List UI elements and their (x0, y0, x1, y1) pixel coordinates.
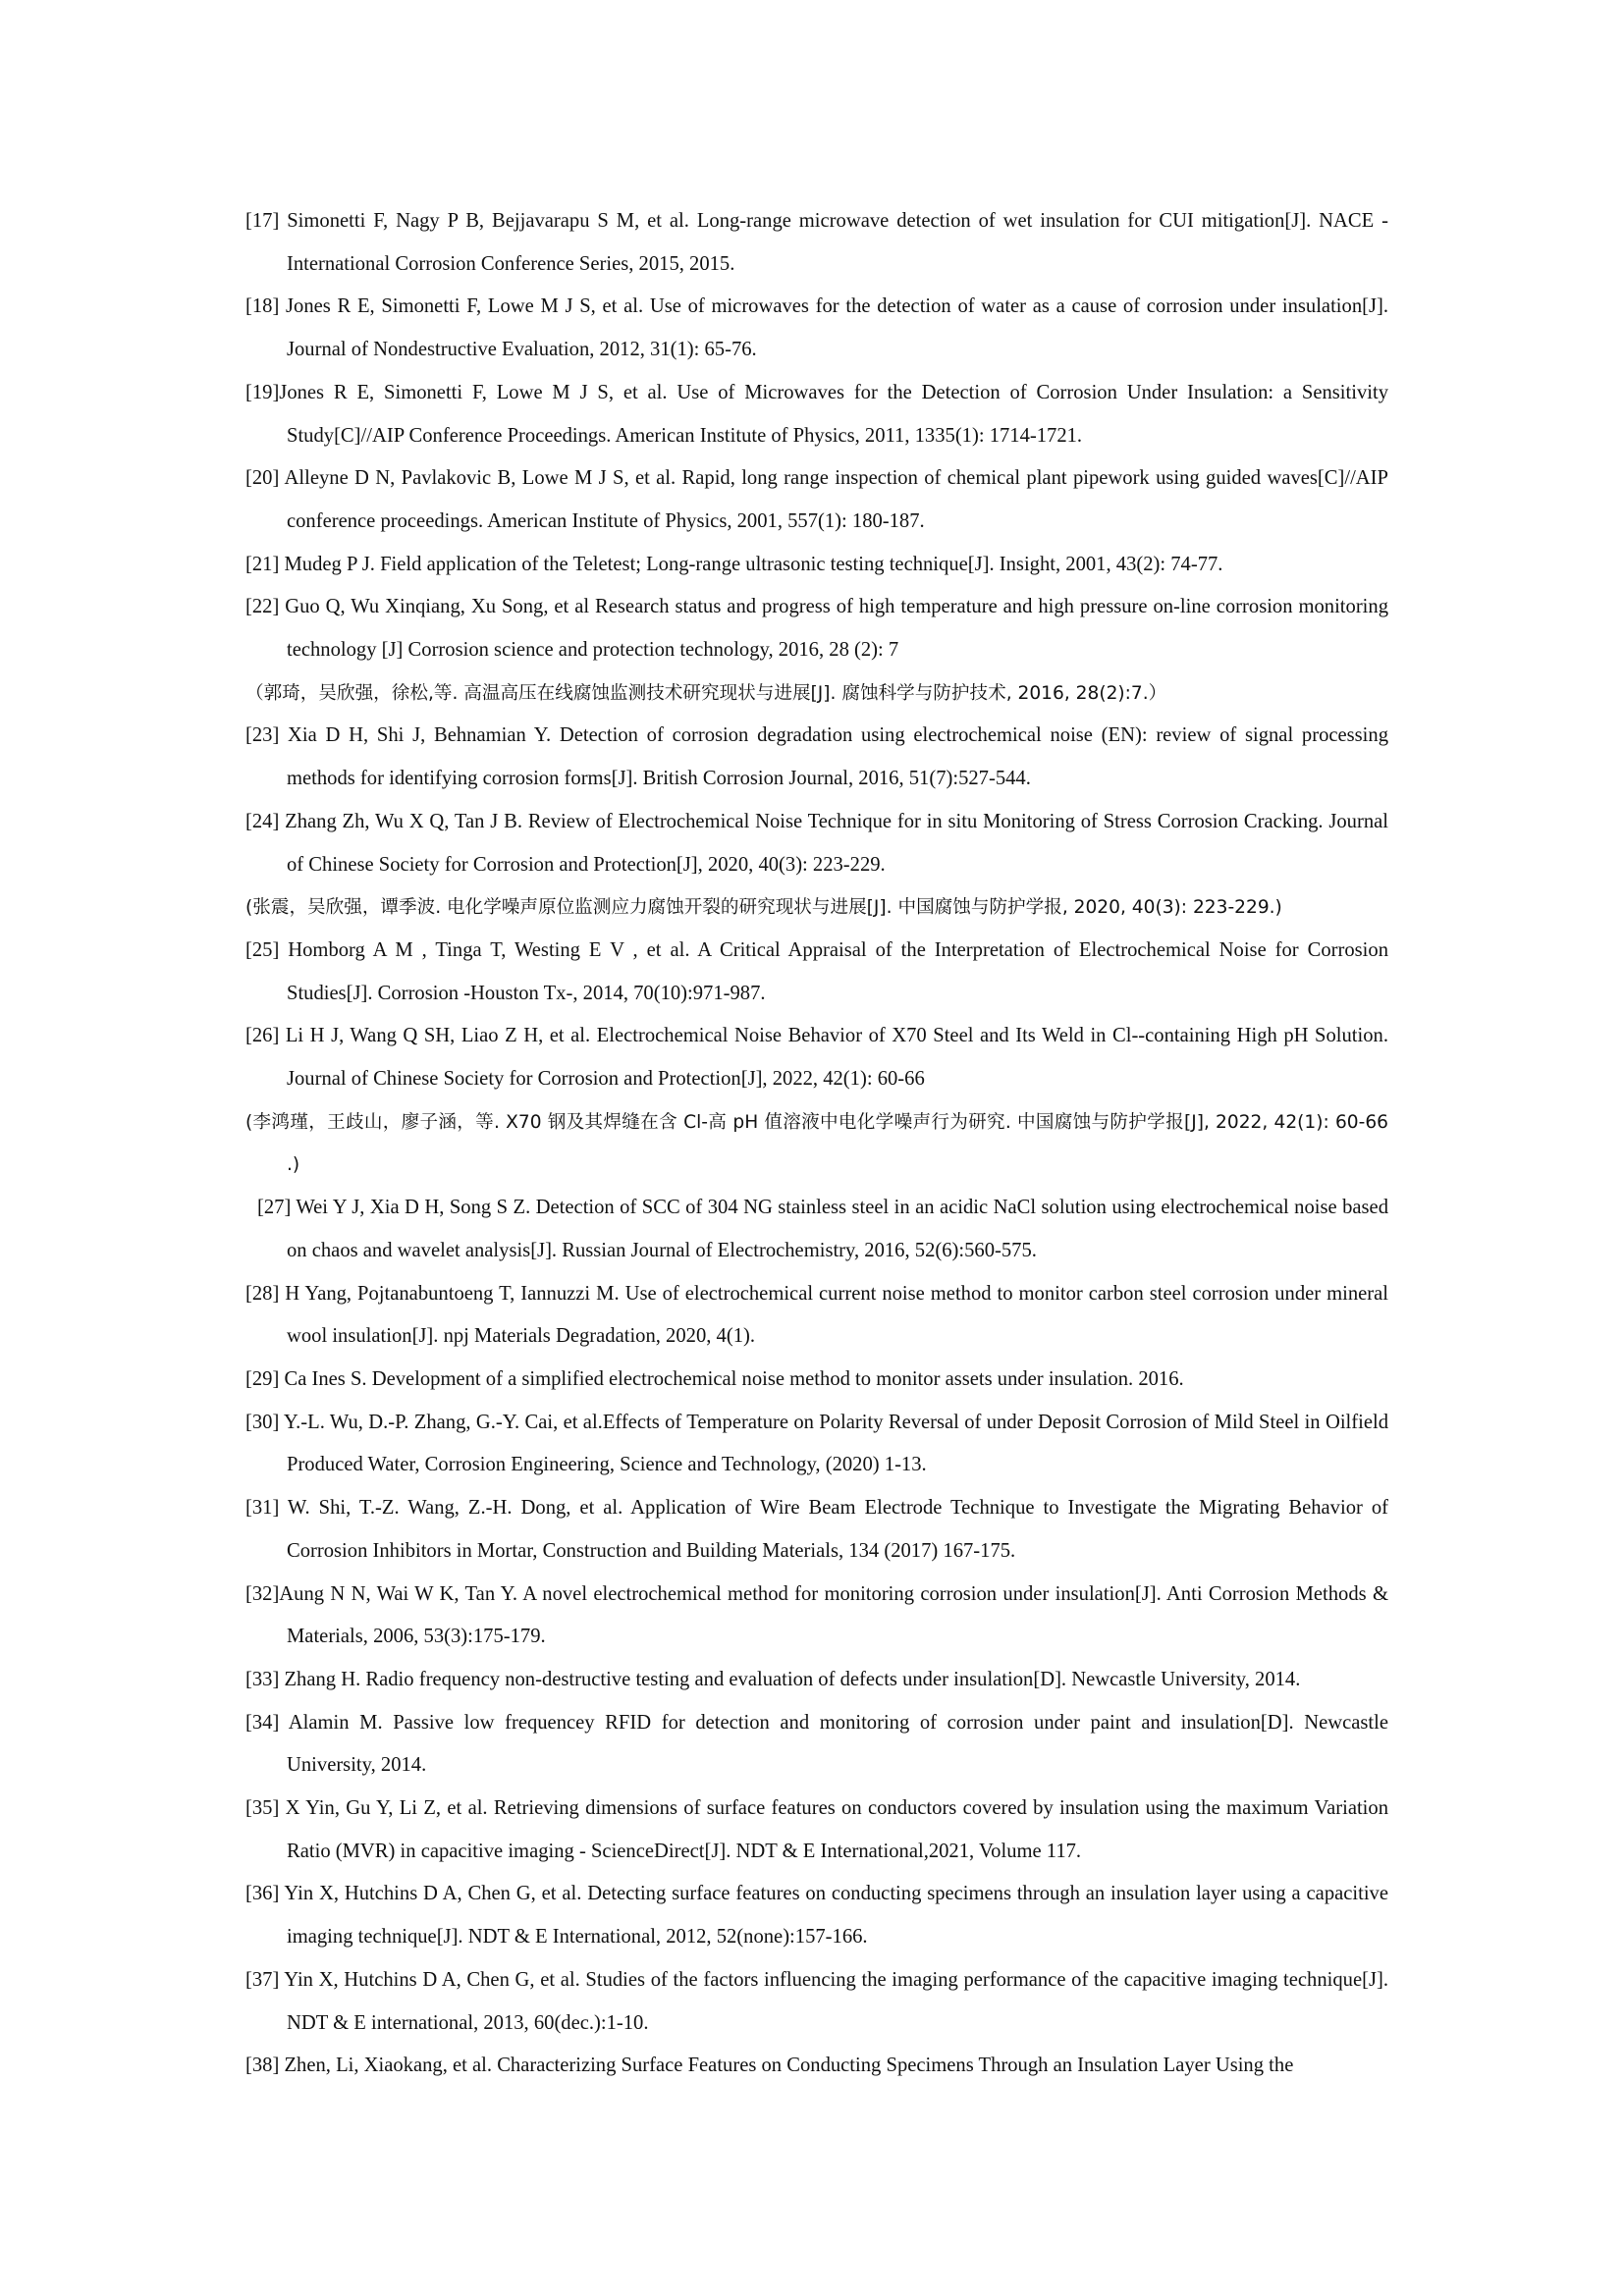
reference-25: [25] Homborg A M , Tinga T, Westing E V , et al. A Critical Appraisal of the Interpretation of Electrochemical Noise for Corrosion Studies[J]. Corrosion -Houston Tx-, 2014, 70(10):971-987. (245, 938, 1388, 1004)
reference-22: [22] Guo Q, Wu Xinqiang, Xu Song, et al Research status and progress of high temperature and high pressure on-line corrosion monitoring technology [J] Corrosion science and protection technology, 2016, 28 (2): 7 (245, 596, 1388, 662)
reference-30: [30] Y.-L. Wu, D.-P. Zhang, G.-Y. Cai, et al.Effects of Temperature on Polarity Reversal of under Deposit Corrosion of Mild Steel in Oilfield Produced Water, Corrosion Engineering, Science and Technology, (2020) 1-13. (245, 1411, 1388, 1476)
reference-27: [27] Wei Y J, Xia D H, Song S Z. Detection of SCC of 304 NG stainless steel in an acidic NaCl solution using electrochemical noise based on chaos and wavelet analysis[J]. Russian Journal of Electrochemistry, 2016, 52(6):560-575. (257, 1197, 1388, 1261)
reference-26-chinese: (李鸿瑾，王歧山，廖子涵，等. X70 钢及其焊缝在含 Cl-高 pH 值溶液中电化学噪声行为研究. 中国腐蚀与防护学报[J], 2022, 42(1): 60-66 .) (245, 1111, 1388, 1176)
reference-33: [33] Zhang H. Radio frequency non-destructive testing and evaluation of defects under insulation[D]. Newcastle University, 2014. (245, 1668, 1301, 1690)
reference-38: [38] Zhen, Li, Xiaokang, et al. Characterizing Surface Features on Conducting Specimens Through an Insulation Layer Using the (245, 2055, 1294, 2077)
reference-34: [34] Alamin M. Passive low frequencey RFID for detection and monitoring of corrosion under paint and insulation[D]. Newcastle University, 2014. (245, 1711, 1388, 1777)
reference-list (245, 200, 1388, 2088)
reference-37: [37] Yin X, Hutchins D A, Chen G, et al. Studies of the factors influencing the imaging performance of the capacitive imaging technique[J]. NDT & E international, 2013, 60(dec.):1-10. (245, 1968, 1388, 2034)
reference-20: [20] Alleyne D N, Pavlakovic B, Lowe M J S, et al. Rapid, long range inspection of chemical plant pipework using guided waves[C]//AIP conference proceedings. American Institute of Physics, 2001, 557(1): 180-187. (245, 467, 1388, 532)
reference-29: [29] Ca Ines S. Development of a simplified electrochemical noise method to monitor assets under insulation. 2016. (245, 1367, 1184, 1390)
reference-23: [23] Xia D H, Shi J, Behnamian Y. Detection of corrosion degradation using electrochemical noise (EN): review of signal processing methods for identifying corrosion forms[J]. British Corrosion Journal, 2016, 51(7):527-544. (245, 724, 1388, 790)
reference-24: [24] Zhang Zh, Wu X Q, Tan J B. Review of Electrochemical Noise Technique for in situ Monitoring of Stress Corrosion Cracking. Journal of Chinese Society for Corrosion and Protection[J], 2020, 40(3): 223-229. (245, 810, 1388, 876)
reference-19: [19]Jones R E, Simonetti F, Lowe M J S, et al. Use of Microwaves for the Detection of Corrosion Under Insulation: a Sensitivity Study[C]//AIP Conference Proceedings. American Institute of Physics, 2011, 1335(1): 1714-1721. (245, 381, 1388, 447)
reference-32: [32]Aung N N, Wai W K, Tan Y. A novel electrochemical method for monitoring corrosion under insulation[J]. Anti Corrosion Methods & Materials, 2006, 53(3):175-179. (245, 1582, 1388, 1648)
reference-28: [28] H Yang, Pojtanabuntoeng T, Iannuzzi M. Use of electrochemical current noise method to monitor carbon steel corrosion under mineral wool insulation[J]. npj Materials Degradation, 2020, 4(1). (245, 1282, 1388, 1348)
reference-18: [18] Jones R E, Simonetti F, Lowe M J S, et al. Use of microwaves for the detection of water as a cause of corrosion under insulation[J]. Journal of Nondestructive Evaluation, 2012, 31(1): 65-76. (245, 295, 1388, 361)
reference-22-chinese: （郭琦，吴欣强，徐松,等. 高温高压在线腐蚀监测技术研究现状与进展[J]. 腐蚀科学与防护技术, 2016, 28(2):7.） (245, 682, 1167, 704)
reference-35: [35] X Yin, Gu Y, Li Z, et al. Retrieving dimensions of surface features on conductors covered by insulation using the maximum Variation Ratio (MVR) in capacitive imaging - ScienceDirect[J]. NDT & E International,2021, Volume 117. (245, 1797, 1388, 1862)
reference-21: [21] Mudeg P J. Field application of the Teletest; Long-range ultrasonic testing technique[J]. Insight, 2001, 43(2): 74-77. (245, 553, 1223, 575)
reference-26: [26] Li H J, Wang Q SH, Liao Z H, et al. Electrochemical Noise Behavior of X70 Steel and Its Weld in Cl--containing High pH Solution. Journal of Chinese Society for Corrosion and Protection[J], 2022, 42(1): 60-66 (245, 1025, 1388, 1091)
reference-24-chinese: (张震，吴欣强，谭季波. 电化学噪声原位监测应力腐蚀开裂的研究现状与进展[J]. 中国腐蚀与防护学报, 2020, 40(3): 223-229.) (245, 897, 1282, 919)
reference-17: [17] Simonetti F, Nagy P B, Bejjavarapu S M, et al. Long-range microwave detection of wet insulation for CUI mitigation[J]. NACE - International Corrosion Conference Series, 2015, 2015. (245, 210, 1388, 275)
reference-31: [31] W. Shi, T.-Z. Wang, Z.-H. Dong, et al. Application of Wire Beam Electrode Technique to Investigate the Migrating Behavior of Corrosion Inhibitors in Mortar, Construction and Building Materials, 134 (2017) 167-175. (245, 1497, 1388, 1562)
reference-36: [36] Yin X, Hutchins D A, Chen G, et al. Detecting surface features on conducting specimens through an insulation layer using a capacitive imaging technique[J]. NDT & E International, 2012, 52(none):157-166. (245, 1883, 1388, 1949)
